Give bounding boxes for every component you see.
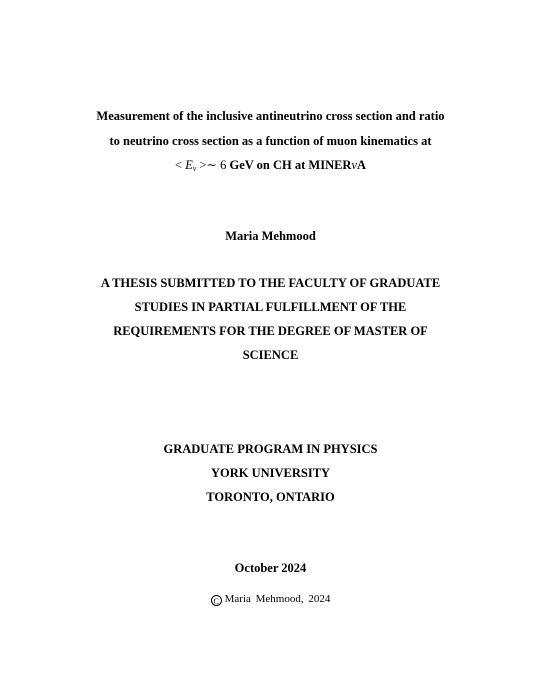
thesis-statement-line-1: A THESIS SUBMITTED TO THE FACULTY OF GRADUATE: [100, 276, 441, 290]
university-location: TORONTO, ONTARIO: [206, 490, 335, 504]
thesis-title-line-1: Measurement of the inclusive antineutrino cross section and ratio: [96, 109, 445, 123]
copyright-notice: [0, 592, 541, 606]
less-than-sign: <: [174, 158, 182, 172]
thesis-title-line-2: to neutrino cross section as a function of muon kinematics at: [109, 134, 432, 148]
university-name: YORK UNIVERSITY: [210, 466, 331, 480]
thesis-statement-line-2: STUDIES IN PARTIAL FULFILLMENT OF THE: [134, 300, 407, 314]
energy-value: 6: [220, 158, 227, 172]
program-name: GRADUATE PROGRAM IN PHYSICS: [163, 442, 378, 456]
copyright-year: 2024: [308, 593, 331, 605]
thesis-statement-line-3: REQUIREMENTS FOR THE DEGREE OF MASTER OF: [113, 324, 428, 338]
minerva-suffix: A: [357, 158, 367, 172]
greater-than-approx-sign: >∼: [199, 158, 217, 172]
minerva-nu-symbol: ν: [351, 158, 358, 172]
copyright-icon: C: [211, 595, 222, 606]
author-name: Maria Mehmood: [225, 229, 316, 243]
submission-date: October 2024: [234, 561, 307, 575]
copyright-holder: Maria Mehmood,: [224, 593, 304, 605]
thesis-statement-line-4: SCIENCE: [242, 348, 299, 362]
energy-symbol: E: [185, 158, 193, 172]
thesis-title-line-3: [0, 157, 541, 177]
title-line-3-text: GeV on CH at MINER: [229, 158, 352, 172]
energy-subscript-nu: ν: [192, 164, 197, 173]
